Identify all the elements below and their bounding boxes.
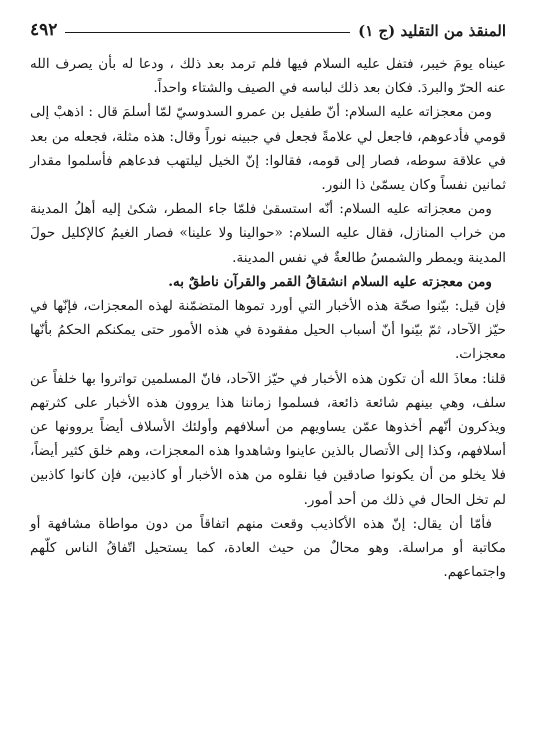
paragraph: ومن معجزته عليه السلام انشقاقُ القمر والقرآن ناطقٌ به.	[168, 273, 492, 290]
paragraph: عيناه يومَ خيبر، فتفل عليه السلام فيها فلم ترمد بعد ذلك ، ودعا له بأن يصرف الله عنه الحرّ والبردَ. فكان بعد ذلك لباسه في الصيف والشتاء واحداً.	[30, 56, 506, 97]
paragraph: قلنا: معاذَ الله أن تكون هذه الأخبار في حيّز الآحاد، فانّ المسلمين تواتروا بها خلفاً عن سلف، وهي بينهم شائعة ذائعة، فسلموا زماننا هذا يروون هذه الأخبار على كثرتهم ويذكرون أنّهم أخذوها عمّن يساويهم من أسلافهم وأولئك الأسلاف أيضاً يروونها عن أسلافهم، وكذا إلى الأتصال بالذين عاينوا وشاهدوا هذه المعجزات، وهم خلق كثير أيضاً، فلا يخلو من أن يكونوا صادقين فيا نقلوه من هذه الأخبار أو كاذبين، فإن كانوا كاذبين لم تخل الحال في ذلك من أحد أمور.	[30, 370, 506, 508]
paragraph: ومن معجزاته عليه السلام: أنّ طفيل بن عمرو السدوسيّ لمّا أسلمَ قال : اذهبْ إلى قومي فأدعوهم، فاجعل لي علامةً فجعل في جبينه نوراً وقال: هذه مثلة، فجعله من بعد في علاقة سوطه، فصار إلى قومه، فقالوا: إنّ الخيل ليلتهب فدعاهم فأسلموا مقدار ثمانين نفساً وكان يسمّىٰ ذا النور.	[30, 104, 506, 194]
paragraph: فأمّا أن يقال: إنّ هذه الأكاذيب وقعت منهم اتفاقاً من دون مواطاة مشافهة أو مكاتبة أو مراسلة. وهو محالٌ من حيث العادة، كما يستحيل اتّفاقُ الناس كلّهم واجتماعهم.	[30, 515, 506, 581]
paragraph: ومن معجزاته عليه السلام: أنّه استسقىٰ فلمّا جاء المطر، شكىٰ إليه أهلُ المدينة من خراب المنازل، فقال عليه السلام: «حوالينا ولا علينا» فصار الغيمُ كالإكليل حولَ المدينة ويمطر والشمسُ طالعةٌ في نفس المدينة.	[30, 201, 506, 266]
running-title: المنقذ من التقليد (ج ١)	[358, 22, 506, 40]
paragraph: فإن قيل: بيّنوا صحّة هذه الأخبار التي أورد تموها المتضمّنة لهذه المعجزات، فإنّها في حيّز الآحاد، ثمّ بيّنوا أنّ أسباب الحيل مفقودة في هذه الأمور حتى يمكنكم الحكمُ بأنّها معجزات.	[30, 298, 506, 363]
header-rule	[65, 32, 350, 33]
page-number: ٤٩٢	[30, 20, 58, 40]
page-header	[30, 14, 506, 40]
page-body	[30, 52, 506, 584]
